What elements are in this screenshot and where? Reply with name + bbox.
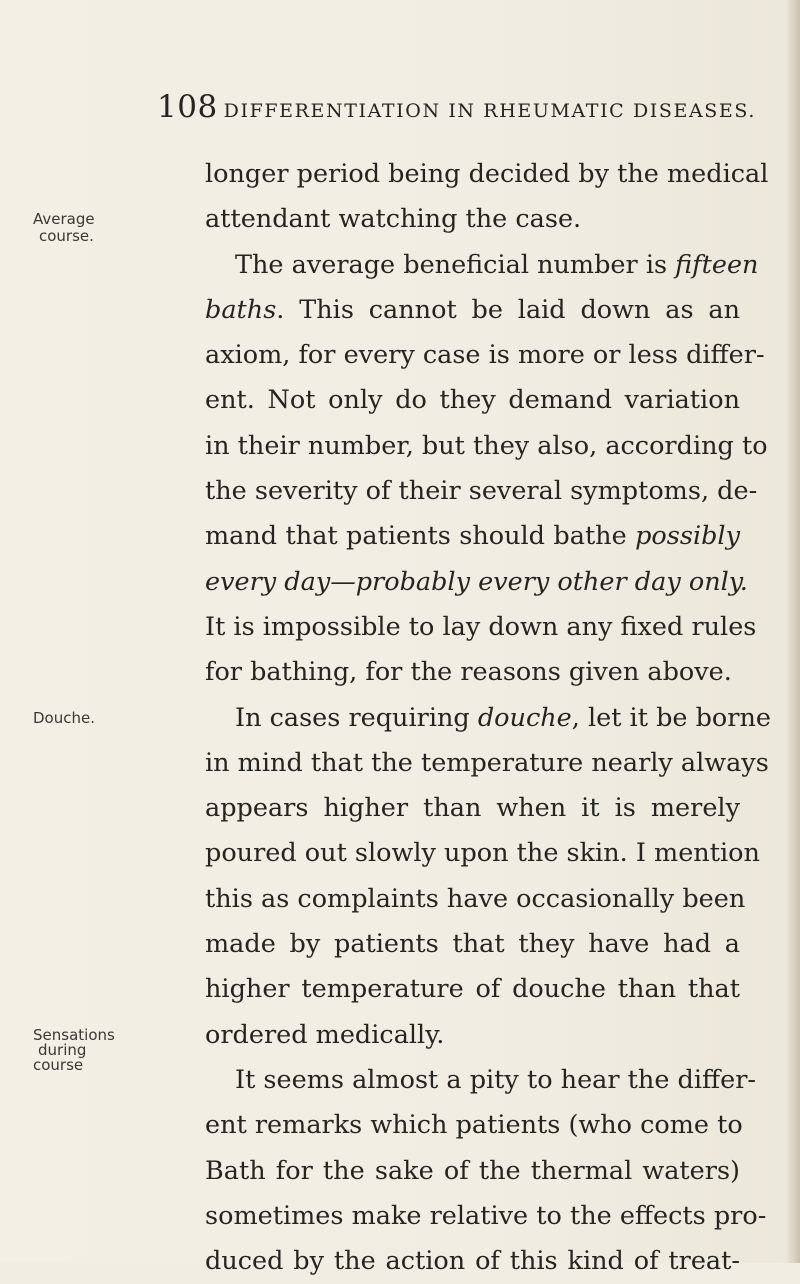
text-line: duced by the action of this kind of treat- xyxy=(205,1246,740,1277)
text-line: Bath for the sake of the thermal waters) xyxy=(205,1155,740,1186)
text-line: mand that patients should bathe possibly xyxy=(205,521,740,552)
text-line: baths. This cannot be laid down as an xyxy=(205,294,740,325)
running-title: DIFFERENTIATION IN RHEUMATIC DISEASES. xyxy=(223,100,756,122)
text-line: axiom, for every case is more or less differ- xyxy=(205,340,765,371)
text-line: ordered medically. xyxy=(205,1019,445,1050)
body-text xyxy=(205,152,771,1284)
emphasis: douche xyxy=(477,702,572,733)
margin-note-douche: Douche. xyxy=(33,709,95,727)
emphasis: fifteen xyxy=(675,249,759,280)
text-line: attendant watching the case. xyxy=(205,204,582,235)
text-line: longer period being decided by the medical xyxy=(205,159,769,189)
running-header xyxy=(157,85,756,134)
text-line: this as complaints have occasionally been xyxy=(205,883,746,914)
text-line: the severity of their several symptoms, de- xyxy=(205,476,758,507)
text-line: In cases requiring douche, let it be borne xyxy=(235,702,771,733)
text-line: It is impossible to lay down any fixed rules xyxy=(205,611,757,642)
text-line: ent. Not only do they demand variation xyxy=(205,385,740,416)
text-line: The average beneficial number is fifteen xyxy=(235,249,759,280)
text-line: sometimes make relative to the effects pro- xyxy=(205,1200,767,1231)
page-edge xyxy=(786,0,800,1263)
text-line: for bathing, for the reasons given above. xyxy=(205,657,732,688)
emphasis: possibly xyxy=(635,521,740,552)
text-line: every day—probably every other day only. xyxy=(205,566,748,597)
text-line: higher temperature of douche than that xyxy=(205,974,740,1005)
text-line: appears higher than when it is merely xyxy=(205,793,740,824)
emphasis: baths xyxy=(205,294,277,325)
page-number: 108 xyxy=(157,89,218,125)
text-line: It seems almost a pity to hear the differ- xyxy=(235,1064,757,1095)
text-line: poured out slowly upon the skin. I mention xyxy=(205,838,760,869)
text-line: ent remarks which patients (who come to xyxy=(205,1110,743,1141)
text-line: in their number, but they also, according to xyxy=(205,430,768,461)
text-line: made by patients that they have had a xyxy=(205,929,740,960)
margin-note-sensations: Sensations during course xyxy=(33,1026,115,1074)
text-line: in mind that the temperature nearly always xyxy=(205,747,769,778)
margin-note-average-course: Average course. xyxy=(33,210,95,245)
